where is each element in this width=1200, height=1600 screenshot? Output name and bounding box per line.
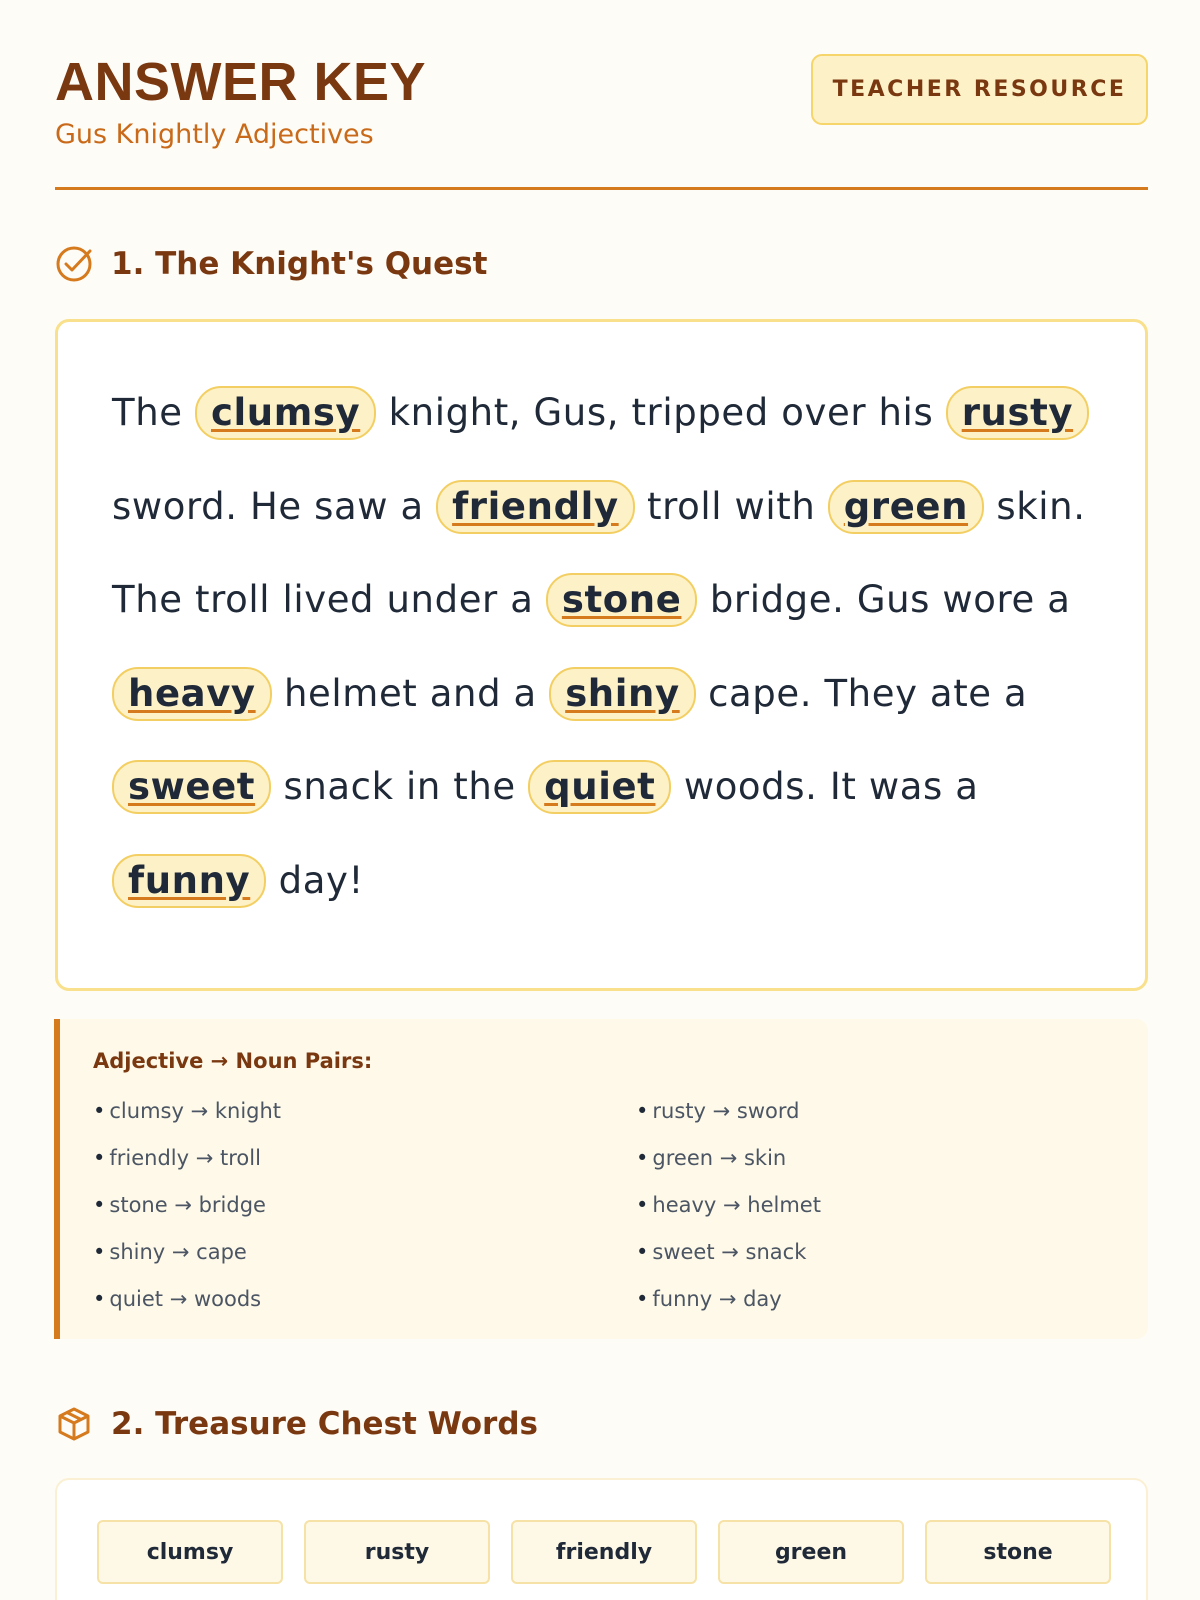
story-text: troll with (634, 484, 828, 528)
story-text: cape. They ate a (695, 671, 1028, 715)
adjective-highlight: clumsy (195, 386, 376, 440)
pair-item (93, 1142, 281, 1189)
page-subtitle: Gus Knightly Adjectives (55, 119, 374, 150)
bullet-icon: • (93, 1099, 106, 1123)
header-divider (55, 187, 1148, 190)
pair-item (636, 1189, 821, 1236)
bullet-icon: • (636, 1240, 649, 1264)
adjective-highlight: green (828, 480, 984, 534)
adjective-highlight: friendly (436, 480, 635, 534)
bullet-icon: • (636, 1146, 649, 1170)
section-2-title: 2. Treasure Chest Words (111, 1406, 538, 1442)
story-text: sword. He saw a (112, 484, 437, 528)
adjective-highlight: stone (546, 573, 698, 627)
word-box: friendly (511, 1520, 697, 1584)
bullet-icon: • (93, 1240, 106, 1264)
adjective-highlight: shiny (549, 667, 696, 721)
story-paragraph (112, 366, 1093, 927)
story-card (55, 319, 1148, 991)
story-text: The (112, 391, 195, 434)
check-circle-icon (55, 245, 93, 283)
word-box: stone (925, 1520, 1111, 1584)
pair-item (636, 1142, 821, 1189)
pair-text: friendly → troll (109, 1146, 261, 1170)
box-icon (55, 1405, 93, 1443)
adjective-highlight: quiet (528, 760, 671, 814)
page-title: ANSWER KEY (55, 52, 427, 112)
story-text: helmet and a (271, 671, 550, 715)
word-box: rusty (304, 1520, 490, 1584)
bullet-icon: • (93, 1146, 106, 1170)
bullet-icon: • (93, 1287, 106, 1311)
adjective-highlight: rusty (946, 386, 1089, 440)
adjective-highlight: sweet (112, 760, 271, 814)
bullet-icon: • (93, 1193, 106, 1217)
pair-item (93, 1236, 281, 1283)
pairs-title: Adjective → Noun Pairs: (93, 1049, 373, 1073)
adjective-highlight: funny (112, 854, 266, 908)
story-text: woods. It was a (671, 765, 979, 808)
section-2-heading (55, 1405, 538, 1443)
section-1-heading (55, 245, 487, 283)
pair-item (93, 1283, 281, 1330)
treasure-chest-card (55, 1478, 1148, 1600)
pair-item (93, 1189, 281, 1236)
pair-text: quiet → woods (109, 1287, 262, 1311)
adjective-highlight: heavy (112, 667, 272, 721)
story-text: day! (266, 858, 364, 902)
story-text: knight, Gus, tripped over his (376, 391, 946, 434)
pair-text: green → skin (652, 1146, 787, 1170)
adjective-noun-pairs (54, 1019, 1148, 1339)
story-text: skin. The troll lived under a (112, 484, 1086, 621)
pair-item (636, 1283, 821, 1330)
bullet-icon: • (636, 1287, 649, 1311)
story-text: snack in the (271, 765, 529, 808)
pair-text: funny → day (652, 1287, 782, 1311)
pair-text: stone → bridge (109, 1193, 266, 1217)
story-text: bridge. Gus wore a (697, 578, 1071, 621)
pairs-left-column (93, 1095, 281, 1330)
pair-item (636, 1236, 821, 1283)
word-box: green (718, 1520, 904, 1584)
bullet-icon: • (636, 1099, 649, 1123)
pair-text: rusty → sword (652, 1099, 800, 1123)
pairs-right-column (636, 1095, 821, 1330)
pair-text: sweet → snack (652, 1240, 807, 1264)
pair-item (93, 1095, 281, 1142)
word-box: clumsy (97, 1520, 283, 1584)
pair-text: shiny → cape (109, 1240, 247, 1264)
teacher-resource-badge: TEACHER RESOURCE (811, 54, 1148, 125)
header (55, 52, 1148, 190)
pair-item (636, 1095, 821, 1142)
pair-text: clumsy → knight (109, 1099, 282, 1123)
section-1-title: 1. The Knight's Quest (111, 246, 488, 282)
bullet-icon: • (636, 1193, 649, 1217)
pair-text: heavy → helmet (652, 1193, 821, 1217)
